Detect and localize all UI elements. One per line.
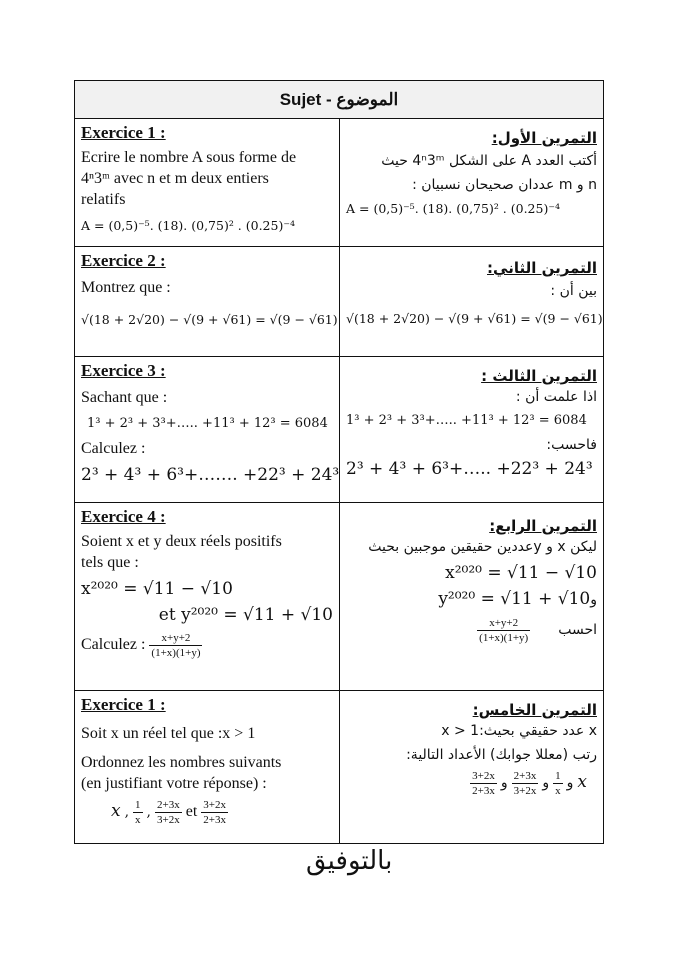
exercise-1-fr <box>75 119 339 246</box>
exercise-3-fr-formula-2: 2³ + 4³ + 6³+……. +22³ + 24³ <box>81 465 340 485</box>
exercise-4-fr-text-1: Soient x et y deux réels positifs <box>81 533 282 550</box>
fraction-denominator: 3+2x <box>513 785 537 797</box>
exercise-4-fr-formula-1: x²⁰²⁰ = √11 − √10 <box>81 579 233 599</box>
exercise-4-ar-fraction <box>477 616 530 645</box>
exercise-3-ar-text-1: اذا علمت أن : <box>515 389 597 405</box>
exercise-4-ar-and: و <box>590 592 597 608</box>
exercise-3-ar <box>340 357 603 502</box>
exercise-5-fr-title: Exercice 1 : <box>81 695 166 714</box>
fraction-2 <box>155 798 182 827</box>
exercise-2-ar-formula: √(18 + 2√20) − √(9 + √61) = √(9 − √61) <box>346 311 603 326</box>
exercise-1-ar <box>340 119 603 246</box>
exercise-5-ar-title: التمرين الخامس: <box>472 701 597 719</box>
fraction-one-over-x <box>133 798 143 827</box>
exercise-3-row <box>75 357 603 503</box>
exercise-1-ar-text-2: n و m عددان صحيحان نسبيان : <box>412 177 597 193</box>
exercise-4-ar-calc <box>346 616 597 645</box>
exercise-3-fr-title: Exercice 3 : <box>81 361 166 380</box>
exercise-2-row <box>75 247 603 357</box>
exercise-4-ar-text-1: ليكن x و yعددين حقيقين موجبين بحيث <box>368 539 597 555</box>
fraction-numerator: 3+2x <box>203 799 226 811</box>
exercise-1-fr-title: Exercice 1 : <box>81 123 166 142</box>
et-word: et <box>185 803 198 821</box>
separator: , <box>124 804 130 821</box>
fraction-denominator: (1+x)(1+y) <box>479 632 529 644</box>
exercise-4-ar-formula-2: y²⁰²⁰ = √11 + √10 <box>438 589 591 609</box>
exercise-3-fr-formula-1: 1³ + 2³ + 3³+….. +11³ + 12³ = 6084 <box>87 416 328 431</box>
fraction-3 <box>470 769 497 798</box>
and-word: و <box>566 775 574 792</box>
exercise-5-fr-text-1: Soit x un réel tel que :x > 1 <box>81 725 256 742</box>
and-word: و <box>542 775 550 792</box>
exercise-3-ar-formula-1: 1³ + 2³ + 3³+….. +11³ + 12³ = 6084 <box>346 413 587 428</box>
fraction-numerator: 2+3x <box>157 799 180 811</box>
exercise-4-ar-formula-2-line <box>346 587 597 612</box>
exercise-1-ar-formula: A = (0,5)⁻⁵. (18). (0,75)² . (0.25)⁻⁴ <box>346 201 560 216</box>
number-x: x <box>111 801 121 822</box>
exercise-1-row <box>75 119 603 247</box>
fraction-denominator: x <box>555 785 561 797</box>
exercise-4-fr-calc-label: Calculez : <box>81 636 146 654</box>
exercise-3-fr-text-2: Calculez : <box>81 440 146 457</box>
fraction-3 <box>201 798 228 827</box>
exercise-1-ar-title: التمرين الأول: <box>491 129 597 147</box>
exercise-5-row <box>75 691 603 845</box>
exercise-5-ar-text-2: رتب (معللا جوابك) الأعداد التالية: <box>406 747 597 763</box>
fraction-denominator: 2+3x <box>203 814 226 826</box>
fraction-numerator: 1 <box>555 770 561 782</box>
and-word: و <box>500 775 508 792</box>
fraction-one-over-x <box>553 769 563 798</box>
exercise-5-fr-text-2: Ordonnez les nombres suivants <box>81 754 282 771</box>
exercise-1-fr-text-3: relatifs <box>81 191 126 208</box>
fraction-2 <box>512 769 539 798</box>
exercise-5-fr-numbers <box>81 798 333 827</box>
number-x: x <box>577 772 587 793</box>
exercise-4-ar <box>340 503 603 690</box>
exercise-5-fr-text-3: (en justifiant votre réponse) : <box>81 775 267 792</box>
exercise-2-fr-text-1: Montrez que : <box>81 279 171 296</box>
exercise-3-ar-title: التمرين الثالث : <box>481 367 597 385</box>
exercise-3-fr-text-1: Sachant que : <box>81 389 168 406</box>
fraction-numerator: 1 <box>135 799 141 811</box>
exercise-5-ar-text-1: x عدد حقيقي بحيث:x > 1 <box>441 723 597 739</box>
exam-sheet <box>74 80 604 844</box>
exercise-4-fr-title: Exercice 4 : <box>81 507 166 526</box>
separator: , <box>146 804 151 821</box>
exercise-5-fr <box>75 691 339 845</box>
exercise-4-fr-calc <box>81 631 333 660</box>
exercise-1-fr-text-2: 4ⁿ3ᵐ avec n et m deux entiers <box>81 170 269 187</box>
good-luck-footer: بالتوفيق <box>306 846 393 876</box>
exercise-4-ar-formula-1: x²⁰²⁰ = √11 − √10 <box>445 563 597 583</box>
fraction-numerator: x+y+2 <box>149 631 202 646</box>
exercise-5-ar <box>340 691 603 845</box>
exercise-2-ar-text-1: بين أن : <box>550 283 597 299</box>
exercise-4-ar-calc-label: احسب <box>558 622 597 639</box>
exercise-3-fr <box>75 357 339 502</box>
exercise-1-ar-text-1: أكتب العدد A على الشكل 4ⁿ3ᵐ حيث <box>381 153 597 169</box>
fraction-numerator: 3+2x <box>472 770 495 782</box>
exercise-1-fr-text-1: Ecrire le nombre A sous forme de <box>81 149 297 166</box>
exercise-4-fr-formula-2: et y²⁰²⁰ = √11 + √10 <box>158 605 333 625</box>
exercise-5-ar-numbers <box>346 769 597 798</box>
exercise-4-fr <box>75 503 339 690</box>
exercise-4-fr-text-2: tels que : <box>81 554 139 571</box>
exercise-3-ar-text-2: فاحسب: <box>546 437 597 453</box>
fraction-numerator: 2+3x <box>513 770 537 782</box>
exercise-2-ar-title: التمرين الثاني: <box>487 259 597 277</box>
fraction-denominator: 2+3x <box>472 785 495 797</box>
exercise-2-fr-formula: √(18 + 2√20) − √(9 + √61) = √(9 − √61) <box>81 312 338 327</box>
fraction-numerator: x+y+2 <box>477 616 530 631</box>
exercise-4-ar-title: التمرين الرابع: <box>489 517 597 535</box>
exercise-4-fr-fraction <box>149 631 202 660</box>
exercise-1-fr-formula: A = (0,5)⁻⁵. (18). (0,75)² . (0.25)⁻⁴ <box>81 218 295 233</box>
exercise-4-row <box>75 503 603 691</box>
fraction-denominator: 3+2x <box>157 814 180 826</box>
exercise-2-fr <box>75 247 339 356</box>
exercise-3-ar-formula-2: 2³ + 4³ + 6³+….. +22³ + 24³ <box>346 459 593 479</box>
page-title: Sujet - الموضوع <box>75 81 603 119</box>
fraction-denominator: (1+x)(1+y) <box>151 647 201 659</box>
exercise-2-fr-title: Exercice 2 : <box>81 251 166 270</box>
exercise-2-ar <box>340 247 603 356</box>
fraction-denominator: x <box>135 814 141 826</box>
